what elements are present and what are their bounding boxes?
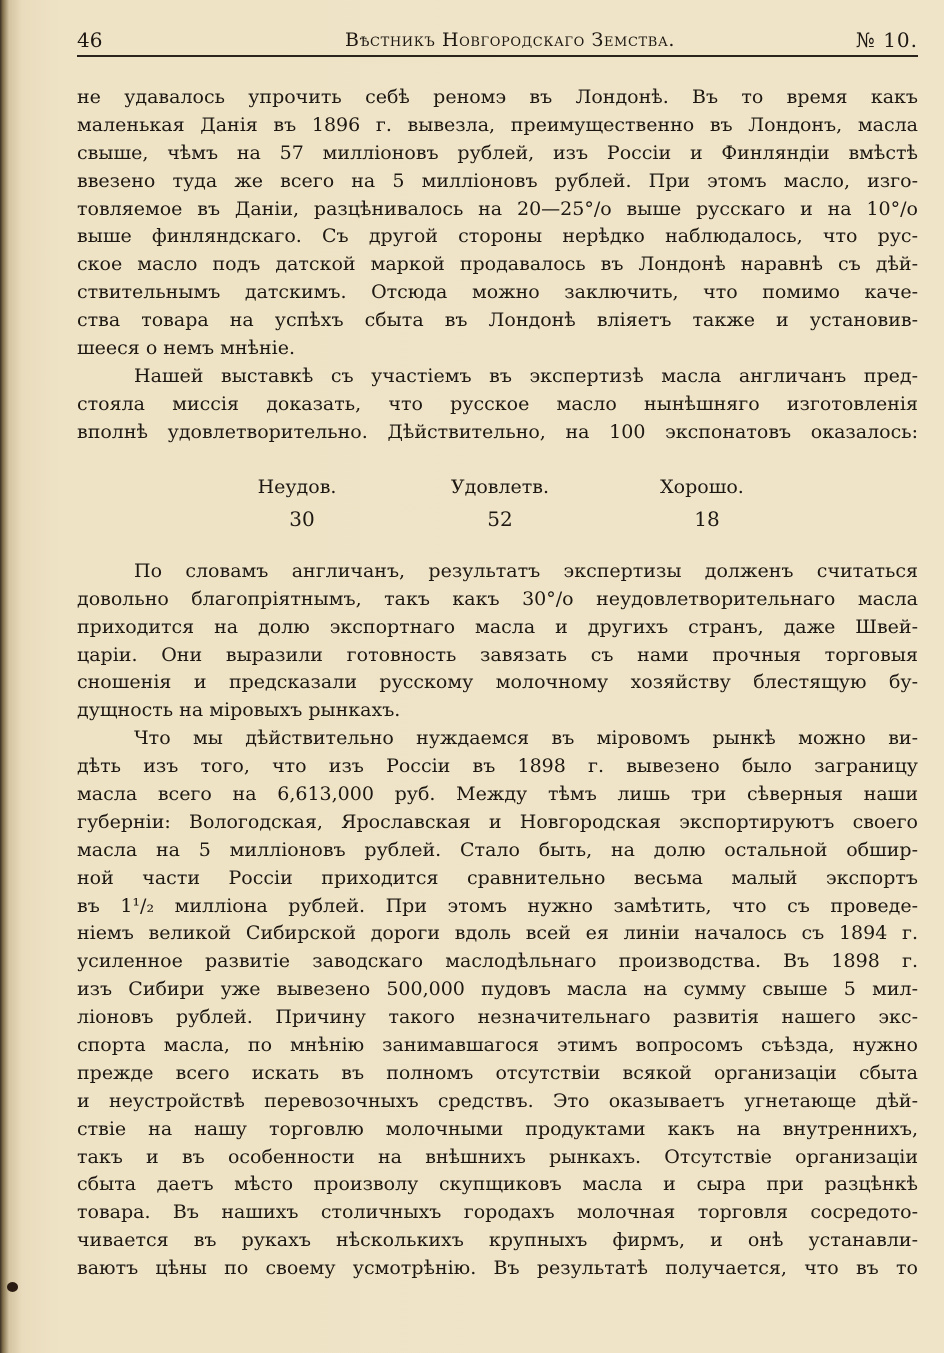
table-value-cell: 52 [487,506,513,531]
text-line: сбыта даетъ мѣсто произволу скупщиковъ масла и сыра при разцѣнкѣ [77,1173,918,1196]
text-line: Что мы дѣйствительно нуждаемся въ міровомъ рынкѣ можно ви- [134,727,918,750]
text-line: товляемое въ Даніи, разцѣнивалось на 20—25°/о выше русскаго и на 10°/о [77,197,918,220]
text-line: ствіе на нашу торговлю молочными продуктами какъ на внутреннихъ, [77,1117,918,1140]
text-line: Нашей выставкѣ съ участіемъ въ экспертизѣ масла англичанъ пред- [134,364,918,387]
text-line: выше финляндскаго. Съ другой стороны нерѣдко наблюдалось, что рус- [77,225,918,248]
text-line: ства товара на успѣхъ сбыта въ Лондонѣ вліяетъ также и установив- [77,309,918,332]
text-line: въ 1¹/₂ милліона рублей. При этомъ нужно замѣтить, что съ проведе- [77,894,918,917]
text-line: свыше, чѣмъ на 57 милліоновъ рублей, изъ Россіи и Финляндіи вмѣстѣ [77,141,918,164]
paragraph [77,725,918,1283]
text-line: ніемъ великой Сибирской дороги вдоль всей ея линіи началось съ 1894 г. [77,922,918,945]
text-line: ной части Россіи приходится сравнительно весьма малый экспортъ [77,866,918,889]
text-line: ввезено туда же всего на 5 милліоновъ рублей. При этомъ масло, изго- [77,169,918,192]
text-line: и неустройствѣ перевозочныхъ средствъ. Это оказываетъ угнетающе дѣй- [77,1089,918,1112]
text-line: ствительнымъ датскимъ. Отсюда можно заключить, что помимо каче- [77,281,918,304]
text-line: чивается въ рукахъ нѣсколькихъ крупныхъ фирмъ, и онѣ устанавли- [77,1229,918,1252]
text-line: изъ Сибири уже вывезено 500,000 пудовъ масла на сумму свыше 5 мил- [77,978,918,1001]
text-line: шееся о немъ мнѣніе. [77,337,296,360]
text-line: масла всего на 6,613,000 руб. Между тѣмъ лишь три сѣверныя наши [77,783,918,805]
text-line: ское масло подъ датской маркой продавалось въ Лондонѣ наравнѣ съ дѣй- [77,253,918,276]
table-value-cell: 30 [289,506,315,531]
text-line: маленькая Данія въ 1896 г. вывезла, преимущественно въ Лондонъ, масла [77,113,918,136]
table-header-cell: Хорошо. [660,475,744,498]
text-line: дѣть изъ того, что изъ Россіи въ 1898 г. вывезено было заграницу [77,755,918,778]
text-line: сношенія и предсказали русскому молочному хозяйству блестящую бу- [77,671,918,694]
table-header-cell: Удовлетв. [450,475,550,498]
text-line: не удавалось упрочить себѣ реномэ въ Лондонѣ. Въ то время какъ [77,86,918,108]
text-line: товара. Въ нашихъ столичныхъ городахъ молочная торговля сосредото- [77,1201,918,1224]
text-line: такъ и въ особенности на внѣшнихъ рынкахъ. Отсутствіе организаціи [77,1145,918,1168]
table-value-cell: 18 [694,506,720,531]
paragraph [77,84,918,363]
text-line: масла на 5 милліоновъ рублей. Стало быть, на долю остальной обшир- [77,838,918,861]
assessment-table [77,447,918,558]
paragraph [77,558,918,725]
issue-number: № 10. [855,28,918,52]
page-number: 46 [77,28,103,52]
text-line: стояла миссія доказать, что русское масло нынѣшняго изготовленія [77,392,918,415]
text-line: ліоновъ рублей. Причину такого незначительнаго развитія нашего экс- [77,1006,918,1029]
table-header-cell: Неудов. [257,475,337,498]
paragraph [77,363,918,447]
text-line: По словамъ англичанъ, результатъ экспертизы долженъ считаться [134,559,918,582]
text-line: ваютъ цѣны по своему усмотрѣнію. Въ результатѣ получается, что въ то [77,1257,918,1280]
text-line: усиленное развитіе заводскаго маслодѣльнаго производства. Въ 1898 г. [77,950,918,973]
journal-title: Вѣстникъ Новгородскаго Земства. [344,29,676,51]
body-text [77,84,918,1283]
text-line: царіи. Они выразили готовность завязать съ нами прочныя торговыя [77,643,918,666]
text-line: вполнѣ удовлетворительно. Дѣйствительно, на 100 экспонатовъ оказалось: [77,420,918,443]
ink-blot [7,1282,18,1292]
text-line: довольно благопріятнымъ, такъ какъ 30°/о неудовлетворительнаго масла [77,587,918,610]
header-rule [77,55,918,57]
text-line: спорта масла, по мнѣнію занимавшагося этимъ вопросомъ съѣзда, нужно [77,1034,918,1057]
text-line: губерніи: Вологодская, Ярославская и Новгородская экспортируютъ своего [77,810,918,833]
text-line: приходится на долю экспортнаго масла и другихъ странъ, даже Швей- [77,615,918,638]
text-line: прежде всего искать въ полномъ отсутствіи всякой организаціи сбыта [77,1061,918,1084]
text-line: дущность на міровыхъ рынкахъ. [77,699,401,722]
